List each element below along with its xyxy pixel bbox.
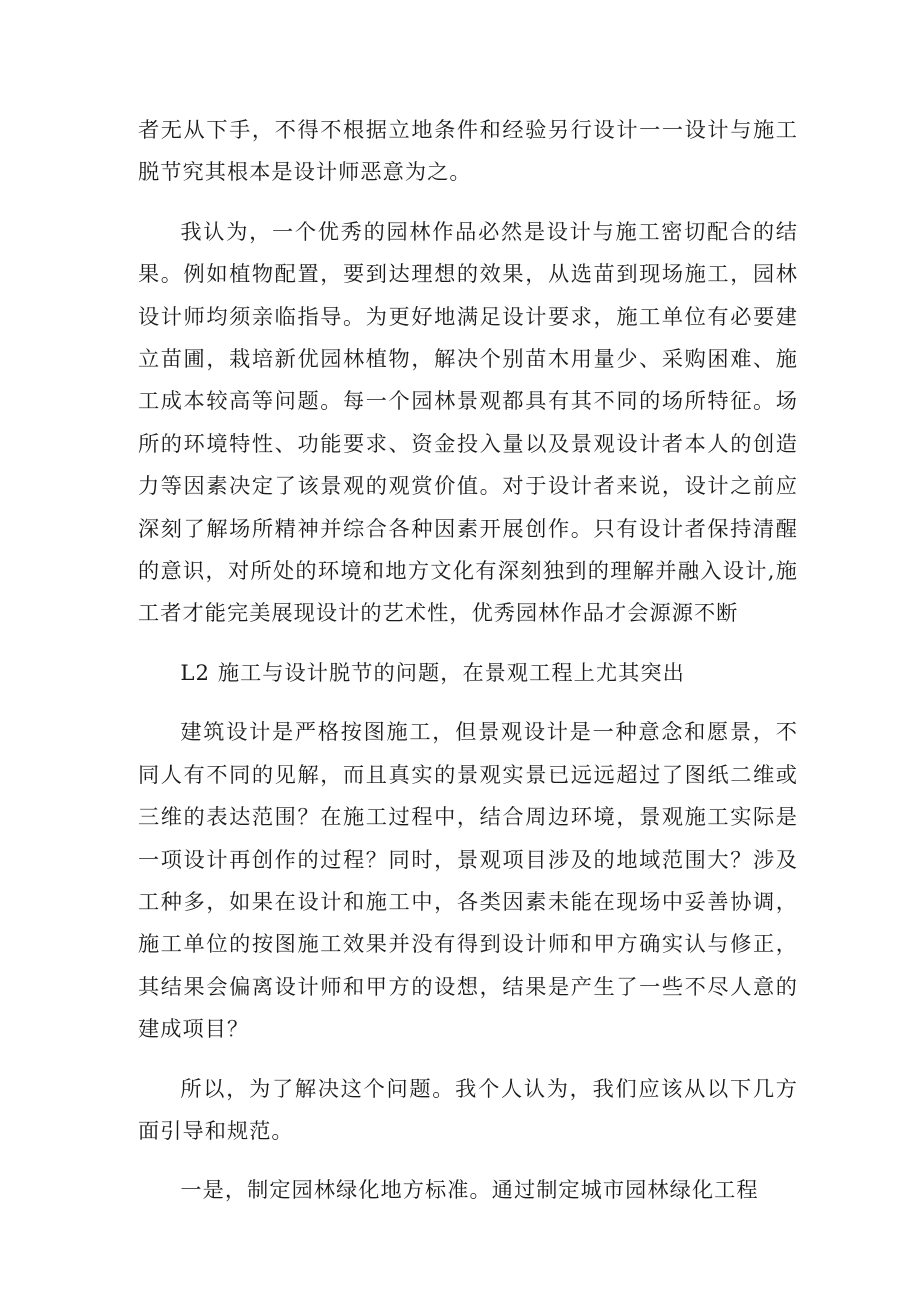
paragraph-landscape-design: 建筑设计是严格按图施工，但景观设计是一种意念和愿景，不同人有不同的见解，而且真实的景观实景已远远超过了图纸二维或三维的表达范围？在施工过程中，结合周边环境，景观施工实际是一项设计再创作的过程？同时，景观项目涉及的地域范围大？涉及工种多，如果在设计和施工中，各类因素未能在现场中妥善协调，施工单位的按图施工效果并没有得到设计师和甲方确实认与修正，其结果会偏离设计师和甲方的设想，结果是产生了一些不尽人意的建成项目？ (138, 719, 798, 1042)
paragraph-first-measure: 一是，制定园林绿化地方标准。通过制定城市园林绿化工程 (180, 1177, 759, 1203)
paragraph-continuation: 者无从下手，不得不根据立地条件和经验另行设计一一设计与施工脱节究其根本是设计师恶意为之。 (138, 117, 798, 185)
document-body (138, 109, 798, 1229)
section-heading: L2 施工与设计脱节的问题，在景观工程上尤其突出 (180, 659, 685, 685)
paragraph-opinion: 我认为，一个优秀的园林作品必然是设计与施工密切配合的结果。例如植物配置，要到达理想的效果，从选苗到现场施工，园林设计师均须亲临指导。为更好地满足设计要求，施工单位有必要建立苗圃，栽培新优园林植物，解决个别苗木用量少、采购困难、施工成本较高等问题。每一个园林景观都具有其不同的场所特征。场所的环境特性、功能要求、资金投入量以及景观设计者本人的创造力等因素决定了该景观的观赏价值。对于设计者来说，设计之前应深刻了解场所精神并综合各种因素开展创作。只有设计者保持清醒的意识，对所处的环境和地方文化有深刻独到的理解并融入设计,施工者才能完美展现设计的艺术性，优秀园林作品才会源源不断 (138, 218, 798, 626)
paragraph-solution: 所以，为了解决这个问题。我个人认为，我们应该从以下几方面引导和规范。 (138, 1075, 798, 1143)
